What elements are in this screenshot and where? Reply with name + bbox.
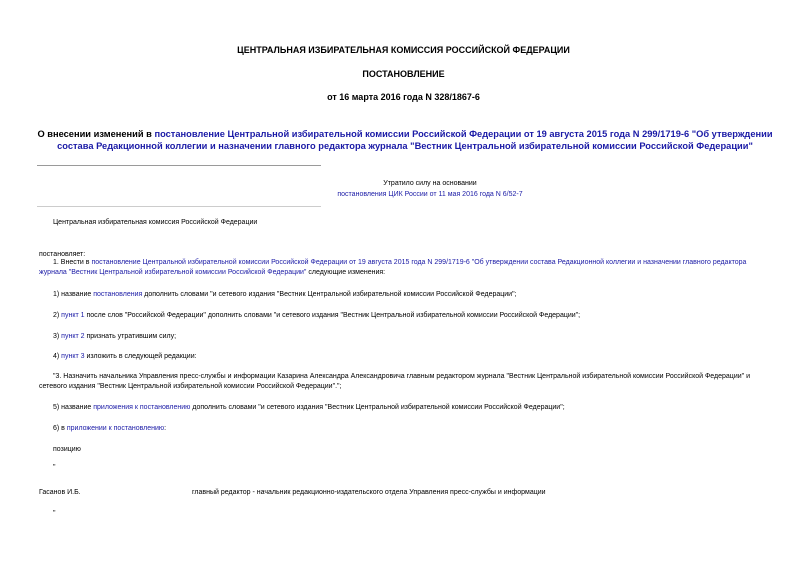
divider-bottom [37,206,321,207]
doc-type-heading: ПОСТАНОВЛЕНИЕ [362,69,445,79]
org-heading: ЦЕНТРАЛЬНАЯ ИЗБИРАТЕЛЬНАЯ КОМИССИЯ РОССИЙСКОЙ ФЕДЕРАЦИИ [237,45,570,55]
item-5-post: дополнить словами "и сетевого издания "Вестник Центральной избирательной комиссии Российской Федерации"; [190,404,565,411]
item-4 [53,353,197,360]
paragraph-1-line-2 [39,269,385,276]
quote-line-1: "3. Назначить начальника Управления пресс-службы и информации Казарина Александра Александровича главным редактором журнала "Вестник Центральной избирательной комиссии Российской Федерации" и [53,373,750,380]
item-4-post: изложить в следующей редакции: [84,353,197,360]
item-3-pre: 3) [53,333,62,340]
quote-mark-close: " [53,510,56,517]
item-5-pre: 5) название [53,404,94,411]
item-1-pre: 1) название [53,291,94,298]
item-4-pre: 4) [53,353,62,360]
item-5 [53,404,565,411]
p1-end: следующие изменения: [306,269,386,276]
position-text: позицию [53,446,81,453]
title-prefix: О внесении изменений в [37,129,155,139]
status-note-link[interactable]: постановления ЦИК России от 11 мая 2016 года N 6/52-7 [337,191,523,198]
status-note-text: Утратило силу на основании [383,180,477,187]
p1-resolution-link-cont[interactable]: журнала "Вестник Центральной избирательной комиссии Российской Федерации" [39,269,307,276]
p1-resolution-link[interactable]: постановление Центральной избирательной комиссии Российской Федерации от 19 августа 2015 года N 299/1719-6 "Об утверждении состава Редакционной коллегии и назначении главного редактора [91,259,747,266]
quote-mark-open: " [53,464,56,471]
item-2-link[interactable]: пункт 1 [61,312,85,319]
item-3 [53,333,176,340]
document-title [20,128,790,152]
item-1-post: дополнить словами "и сетевого издания "Вестник Центральной избирательной комиссии Российской Федерации"; [142,291,517,298]
item-4-link[interactable]: пункт 3 [61,353,85,360]
item-6-pre: 6) в [53,425,67,432]
item-1-link[interactable]: постановления [93,291,143,298]
date-number-heading: от 16 марта 2016 года N 328/1867-6 [327,92,480,102]
item-6 [53,425,166,432]
quote-line-2: сетевого издания "Вестник Центральной избирательной комиссии Российской Федерации"."; [39,383,342,390]
person-role: главный редактор - начальник редакционно-издательского отдела Управления пресс-службы и информации [192,489,546,496]
issuer-text: Центральная избирательная комиссия Российской Федерации [53,219,258,226]
item-3-post: признать утратившим силу; [84,333,177,340]
item-5-link[interactable]: приложения к постановлению [93,404,191,411]
item-2-pre: 2) [53,312,62,319]
p1-start: 1. Внести в [53,259,92,266]
item-2-post: после слов "Российской Федерации" дополнить словами "и сетевого издания "Вестник Центральной избирательной комиссии Российской Федерации"; [84,312,581,319]
item-6-post: : [164,425,167,432]
person-name: Гасанов И.Б. [39,489,81,496]
item-3-link[interactable]: пункт 2 [61,333,85,340]
paragraph-1-line-1 [53,259,746,266]
item-6-link[interactable]: приложении к постановлению [66,425,165,432]
divider-top [37,165,321,166]
item-1 [53,291,517,298]
resolves-text: постановляет: [39,251,86,258]
title-resolution-link[interactable]: постановление Центральной избирательной комиссии Российской Федерации от 19 августа 2015 года N 299/1719-6 "Об утверждении состава Редакционной коллегии и назначении главного редактора журнала "Вестник Центральной избирательной комиссии Российской Федерации" [57,129,773,151]
item-2 [53,312,580,319]
